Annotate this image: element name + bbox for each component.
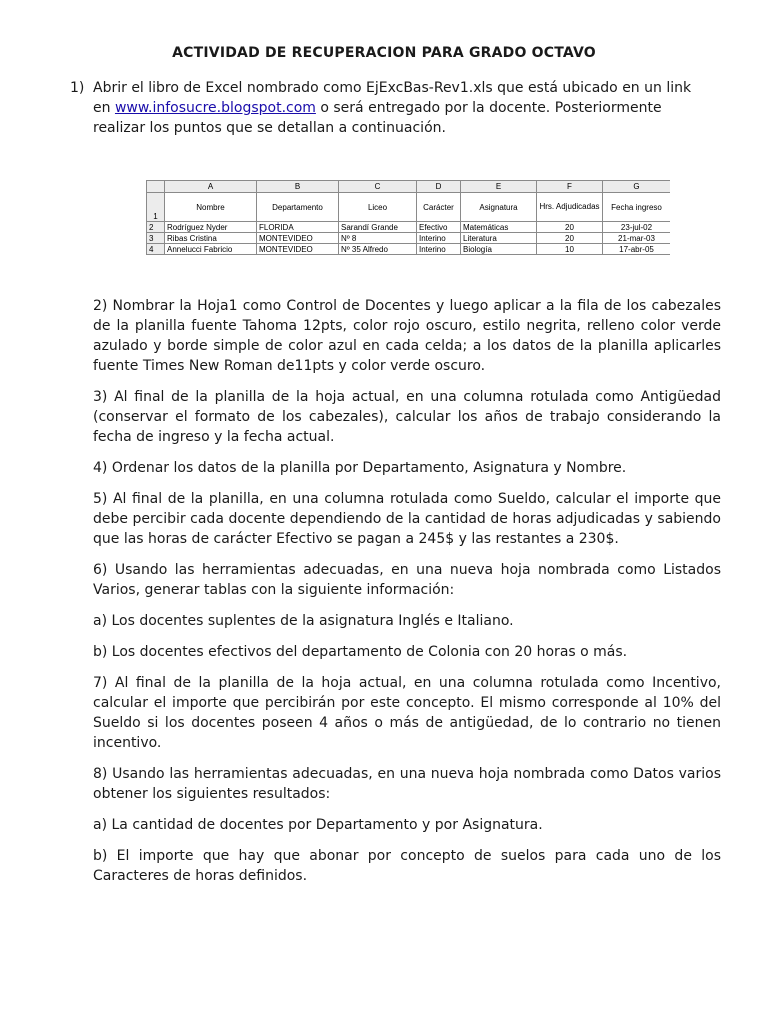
table-row bbox=[147, 244, 671, 255]
table-cell: FLORIDA bbox=[257, 222, 339, 233]
table-cell: 21-mar-03 bbox=[603, 233, 671, 244]
column-letter: F bbox=[537, 181, 603, 193]
header-cell: Fecha ingreso bbox=[603, 193, 671, 222]
table-cell: Nº 35 Alfredo bbox=[339, 244, 417, 255]
column-letter: C bbox=[339, 181, 417, 193]
table-cell: 20 bbox=[537, 233, 603, 244]
table-cell: Sarandí Grande bbox=[339, 222, 417, 233]
intro-text-before: Abrir el libro de Excel nombrado como EjExcBas-Rev1.xls que está ubicado en un link en bbox=[93, 80, 692, 116]
column-letter: G bbox=[603, 181, 671, 193]
row-number: 3 bbox=[147, 233, 165, 244]
spreadsheet-table bbox=[146, 180, 670, 255]
column-header-row bbox=[147, 181, 671, 193]
document-title: ACTIVIDAD DE RECUPERACION PARA GRADO OCTAVO bbox=[172, 45, 596, 61]
row-number: 2 bbox=[147, 222, 165, 233]
instruction-paragraph: a) La cantidad de docentes por Departamento y por Asignatura. bbox=[93, 817, 543, 833]
column-letter: E bbox=[461, 181, 537, 193]
table-cell: Interino bbox=[417, 233, 461, 244]
instructions-list bbox=[93, 296, 721, 897]
intro-item bbox=[70, 78, 710, 138]
column-letter: D bbox=[417, 181, 461, 193]
table-cell: Annelucci Fabricio bbox=[165, 244, 257, 255]
table-cell: 17-abr-05 bbox=[603, 244, 671, 255]
table-cell: Biología bbox=[461, 244, 537, 255]
blog-link[interactable]: www.infosucre.blogspot.com bbox=[114, 100, 316, 116]
instruction-paragraph: 3) Al final de la planilla de la hoja actual, en una columna rotulada como Antigüedad (conservar el formato de los cabezales), calcular los años de trabajo considerando la fecha de ingreso y la fecha actual. bbox=[93, 389, 721, 445]
table-cell: 20 bbox=[537, 222, 603, 233]
instruction-paragraph: 5) Al final de la planilla, en una columna rotulada como Sueldo, calcular el importe que debe percibir cada docente dependiendo de la cantidad de horas adjudicadas y sabiendo que las horas de carácter Efectivo se pagan a 245$ y las restantes a 230$. bbox=[93, 491, 721, 547]
table-cell: MONTEVIDEO bbox=[257, 233, 339, 244]
header-cell: Liceo bbox=[339, 193, 417, 222]
table-row bbox=[147, 222, 671, 233]
corner-cell bbox=[147, 181, 165, 193]
table-cell: MONTEVIDEO bbox=[257, 244, 339, 255]
header-cell: Nombre bbox=[165, 193, 257, 222]
table-cell: Interino bbox=[417, 244, 461, 255]
table-cell: 10 bbox=[537, 244, 603, 255]
instruction-paragraph: 2) Nombrar la Hoja1 como Control de Docentes y luego aplicar a la fila de los cabezales de la planilla fuente Tahoma 12pts, color rojo oscuro, estilo negrita, relleno color verde azulado y borde simple de color azul en cada celda; a los datos de la planilla aplicarles fuente Times New Roman de11pts y color verde oscuro. bbox=[93, 298, 721, 374]
instruction-paragraph: 6) Usando las herramientas adecuadas, en una nueva hoja nombrada como Listados Varios, generar tablas con la siguiente información: bbox=[93, 562, 721, 598]
instruction-paragraph: 4) Ordenar los datos de la planilla por Departamento, Asignatura y Nombre. bbox=[93, 460, 627, 476]
header-cell: Hrs. Adjudicadas bbox=[537, 193, 603, 222]
row-number: 4 bbox=[147, 244, 165, 255]
intro-text-after: o será entregado por la docente. Posteriormente realizar los puntos que se detallan a continuación. bbox=[93, 100, 662, 136]
intro-number: 1) bbox=[70, 80, 85, 96]
table-cell: Nº 8 bbox=[339, 233, 417, 244]
table-cell: 23-jul-02 bbox=[603, 222, 671, 233]
header-cell: Departamento bbox=[257, 193, 339, 222]
header-cell: Carácter bbox=[417, 193, 461, 222]
instruction-paragraph: b) Los docentes efectivos del departamento de Colonia con 20 horas o más. bbox=[93, 644, 628, 660]
table-header-row bbox=[147, 193, 671, 222]
intro-text bbox=[93, 78, 710, 138]
table-cell: Efectivo bbox=[417, 222, 461, 233]
instruction-paragraph: b) El importe que hay que abonar por concepto de suelos para cada uno de los Caracteres de horas definidos. bbox=[93, 848, 721, 884]
table-cell: Literatura bbox=[461, 233, 537, 244]
spreadsheet-excerpt bbox=[146, 180, 670, 255]
row-number: 1 bbox=[147, 193, 165, 222]
table-cell: Matemáticas bbox=[461, 222, 537, 233]
column-letter: B bbox=[257, 181, 339, 193]
header-cell: Asignatura bbox=[461, 193, 537, 222]
instruction-paragraph: 7) Al final de la planilla de la hoja actual, en una columna rotulada como Incentivo, calcular el importe que percibirán por este concepto. El mismo corresponde al 10% del Sueldo si los docentes poseen 4 años o más de antigüedad, de lo contrario no tienen incentivo. bbox=[93, 675, 721, 751]
column-letter: A bbox=[165, 181, 257, 193]
table-cell: Rodríguez Nyder bbox=[165, 222, 257, 233]
instruction-paragraph: 8) Usando las herramientas adecuadas, en una nueva hoja nombrada como Datos varios obtener los siguientes resultados: bbox=[93, 766, 721, 802]
table-row bbox=[147, 233, 671, 244]
table-cell: Ribas Cristina bbox=[165, 233, 257, 244]
instruction-paragraph: a) Los docentes suplentes de la asignatura Inglés e Italiano. bbox=[93, 613, 514, 629]
